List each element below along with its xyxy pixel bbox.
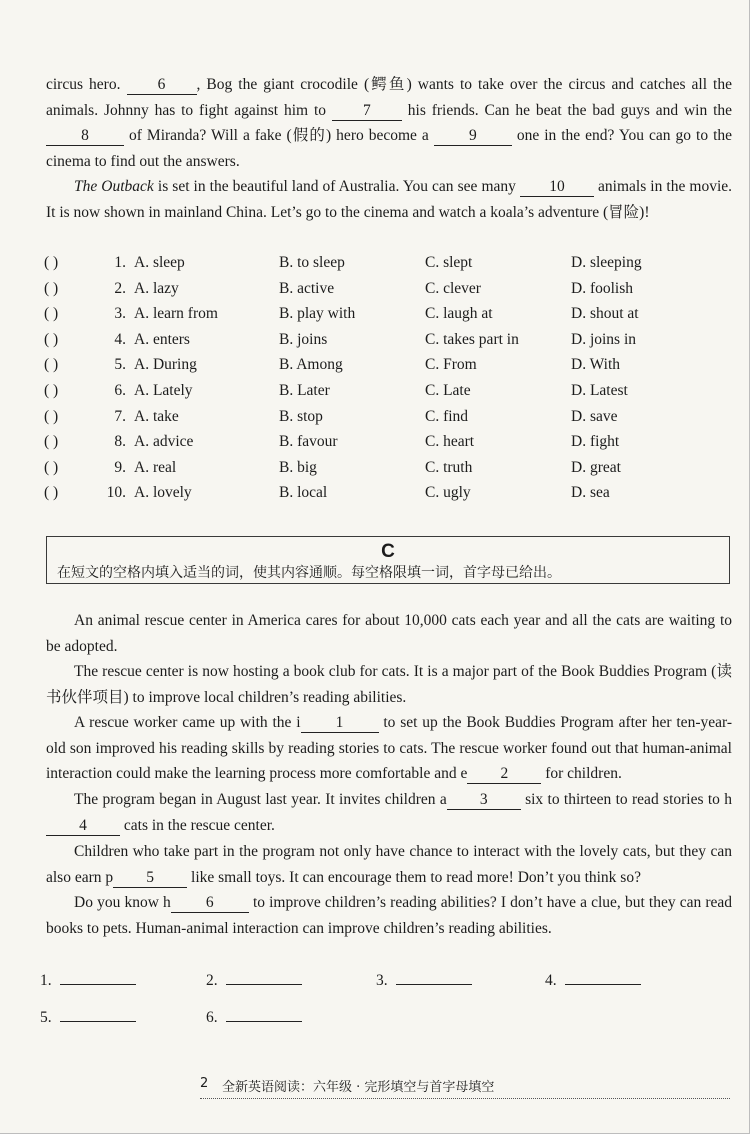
answer-bracket[interactable]: ( ) (44, 381, 59, 399)
option-b[interactable]: B. play with (279, 305, 356, 323)
answer-bracket[interactable]: ( ) (44, 458, 59, 476)
option-c[interactable]: C. find (425, 407, 469, 425)
text: is set in the beautiful land of Australia. You can see many (157, 178, 516, 195)
option-d[interactable]: D. With (571, 356, 621, 374)
text: to improve children’s reading abilities? I don’t have a clue, but they can read books to pets. Human-animal interaction can improve children’s reading abilities. (46, 894, 733, 937)
options-list (44, 252, 734, 508)
option-a[interactable]: A. sleep (134, 254, 185, 271)
text: , Bog the giant crocodile (鳄鱼) wants to take over the circus and catches all the animals. Johnny has to fight against him to (46, 76, 732, 119)
text: cats in the rescue center. (123, 816, 275, 834)
question-row (44, 380, 734, 406)
blank-c6[interactable]: 6 (171, 894, 249, 913)
option-b[interactable]: B. active (279, 279, 335, 297)
option-b[interactable]: B. big (279, 458, 317, 476)
answer-bracket[interactable]: ( ) (44, 433, 59, 451)
option-a[interactable]: A. real (134, 458, 177, 476)
text: like small toys. It can encourage them to read more! Don’t you think so? (191, 868, 641, 886)
passage-c-paragraph-1: An animal rescue center in America cares for about 10,000 cats each year and all the cats are waiting to be adopted. (46, 612, 732, 655)
option-d[interactable]: D. Latest (571, 381, 628, 399)
option-b[interactable]: B. favour (279, 433, 338, 451)
option-c[interactable]: C. laugh at (425, 305, 493, 323)
option-c[interactable]: C. Late (425, 381, 471, 399)
section-letter: C (381, 541, 395, 562)
answer-bracket[interactable]: ( ) (44, 279, 59, 297)
section-c-header (46, 536, 730, 584)
option-d[interactable]: D. great (571, 458, 621, 476)
answer-underline (226, 970, 302, 985)
text: to set up the Book Buddies Program after her ten-year-old son improved his reading skills by reading stories to cats. The rescue worker found out that human-animal interaction could make the learning process more comfortable and e (46, 714, 732, 782)
question-row (44, 406, 734, 432)
option-a[interactable]: A. take (134, 407, 179, 425)
answer-bracket[interactable]: ( ) (44, 484, 59, 502)
option-d[interactable]: D. sleeping (571, 254, 642, 271)
blank-c1[interactable]: 1 (301, 714, 379, 733)
answer-line-1[interactable] (40, 970, 136, 990)
option-a[interactable]: A. Lately (134, 381, 193, 399)
option-a[interactable]: A. learn from (134, 305, 218, 323)
text: six to thirteen to read stories to h (525, 791, 732, 808)
question-row (44, 457, 734, 483)
question-row (44, 329, 734, 355)
page-number: 2 (200, 1076, 209, 1091)
answer-bracket[interactable]: ( ) (44, 254, 59, 271)
answer-line-3[interactable] (376, 970, 472, 990)
question-row (44, 354, 734, 380)
option-c[interactable]: C. heart (425, 433, 475, 451)
answer-bracket[interactable]: ( ) (44, 305, 59, 323)
text: one in the end? You can go to the cinema to find out the answers. (46, 127, 733, 170)
question-row (44, 482, 734, 508)
question-row (44, 303, 734, 329)
answer-bracket[interactable]: ( ) (44, 407, 59, 425)
text: his friends. Can he beat the bad guys and win the (407, 101, 733, 119)
passage-b-paragraph-1 (46, 72, 732, 174)
text: of Miranda? Will a fake (假的) hero become a (129, 127, 429, 144)
answer-label: 5. (40, 1009, 52, 1026)
passage-c-paragraph-6 (46, 890, 732, 941)
blank-7[interactable]: 7 (332, 102, 402, 121)
passage-c-paragraph-2: The rescue center is now hosting a book club for cats. It is a major part of the Book Buddies Program (读书伙伴项目) to improve local children’s reading abilities. (46, 663, 732, 706)
blank-8[interactable]: 8 (46, 127, 124, 146)
answer-label: 2. (206, 972, 218, 989)
blank-c4[interactable]: 4 (46, 817, 120, 836)
option-c[interactable]: C. takes part in (425, 330, 519, 348)
answer-line-2[interactable] (206, 970, 302, 990)
answer-line-4[interactable] (545, 970, 641, 990)
question-number: 4. (114, 330, 126, 348)
text: The program began in August last year. It invites children a (74, 791, 447, 808)
text: for children. (545, 765, 622, 782)
question-number: 6. (114, 381, 126, 399)
option-b[interactable]: B. to sleep (279, 254, 345, 271)
text: animals in the movie. It is now shown in mainland China. Let’s go to the cinema and watch a koala’s adventure (冒险)! (46, 178, 733, 221)
blank-c3[interactable]: 3 (447, 791, 521, 810)
answer-line-5[interactable] (40, 1007, 136, 1027)
option-d[interactable]: D. joins in (571, 330, 637, 348)
option-b[interactable]: B. local (279, 484, 328, 502)
answer-bracket[interactable]: ( ) (44, 356, 59, 374)
blank-c5[interactable]: 5 (113, 869, 187, 888)
question-row (44, 278, 734, 304)
passage-c-paragraph-3 (46, 710, 732, 787)
option-c[interactable]: C. From (425, 356, 477, 374)
answer-label: 3. (376, 972, 388, 989)
movie-title: The Outback (74, 178, 154, 195)
passage-c-paragraph-5 (46, 839, 732, 890)
blank-10[interactable]: 10 (520, 178, 594, 197)
question-number: 3. (114, 305, 126, 323)
question-number: 10. (106, 484, 126, 502)
answer-underline (396, 970, 472, 985)
book-title: 全新英语阅读：六年级 · 完形填空与首字母填空 (222, 1080, 495, 1095)
blank-9[interactable]: 9 (434, 127, 512, 146)
option-c[interactable]: C. truth (425, 458, 473, 476)
question-number: 8. (114, 433, 126, 451)
option-a[interactable]: A. lovely (134, 484, 192, 502)
blank-c2[interactable]: 2 (467, 765, 541, 784)
answer-line-6[interactable] (206, 1007, 302, 1027)
option-d[interactable]: D. foolish (571, 279, 633, 297)
text: Do you know h (74, 894, 171, 911)
option-c[interactable]: C. ugly (425, 484, 471, 502)
option-d[interactable]: D. shout at (571, 305, 639, 323)
question-row (44, 431, 734, 457)
answer-label: 1. (40, 972, 52, 989)
page-footer (200, 1076, 730, 1099)
option-a[interactable]: A. enters (134, 330, 190, 348)
option-a[interactable]: A. During (134, 356, 197, 374)
option-d[interactable]: D. sea (571, 484, 610, 502)
text: Children who take part in the program not only have chance to interact with the lovely cats, but they can also earn p (46, 843, 732, 886)
option-c[interactable]: C. clever (425, 279, 481, 297)
option-b[interactable]: B. joins (279, 330, 328, 348)
passage-b-paragraph-2 (46, 174, 732, 225)
text: A rescue worker came up with the i (74, 714, 301, 731)
answer-label: 4. (545, 972, 557, 989)
answer-underline (60, 970, 136, 985)
question-number: 2. (114, 279, 126, 297)
answer-bracket[interactable]: ( ) (44, 330, 59, 348)
question-number: 7. (114, 407, 126, 425)
answer-underline (565, 970, 641, 985)
answer-underline (60, 1007, 136, 1022)
question-number: 5. (114, 356, 126, 374)
option-b[interactable]: B. Among (279, 356, 343, 374)
section-instruction: 在短文的空格内填入适当的词，使其内容通顺。每空格限填一词，首字母已给出。 (57, 565, 561, 581)
option-a[interactable]: A. advice (134, 433, 194, 451)
option-d[interactable]: D. fight (571, 433, 620, 451)
option-c[interactable]: C. slept (425, 254, 473, 271)
option-a[interactable]: A. lazy (134, 279, 179, 297)
passage-c-paragraph-4 (46, 787, 732, 838)
answer-underline (226, 1007, 302, 1022)
question-number: 9. (114, 458, 126, 476)
text: circus hero. (46, 76, 121, 93)
option-b[interactable]: B. Later (279, 381, 330, 399)
question-number: 1. (114, 254, 126, 271)
answer-label: 6. (206, 1009, 218, 1026)
question-row (44, 252, 734, 278)
option-b[interactable]: B. stop (279, 407, 323, 425)
option-d[interactable]: D. save (571, 407, 618, 425)
blank-6[interactable]: 6 (127, 76, 197, 95)
